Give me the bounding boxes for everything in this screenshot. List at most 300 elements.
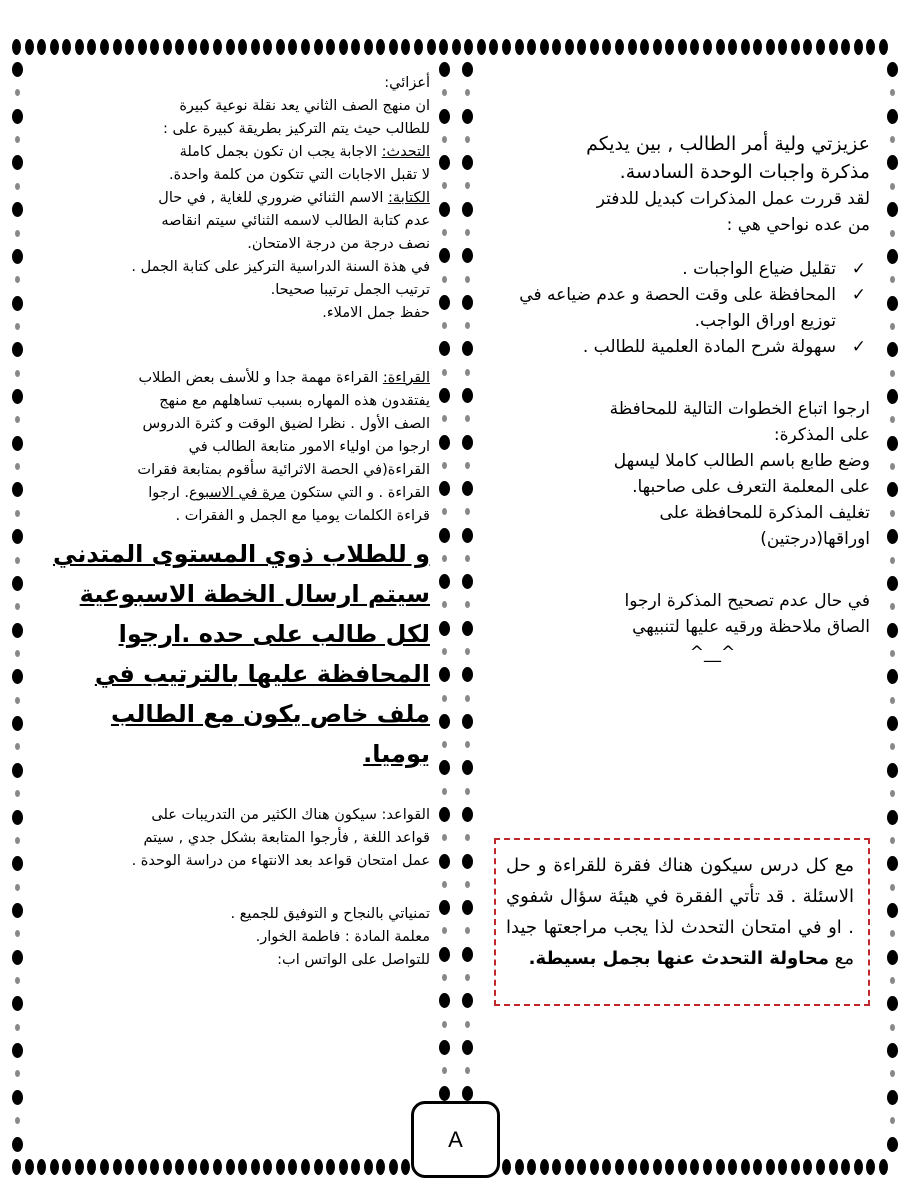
border-dot xyxy=(389,39,398,55)
list-item: ✓ سهولة شرح المادة العلمية للطالب . xyxy=(505,334,870,360)
border-dot xyxy=(741,1159,750,1175)
border-dot xyxy=(442,322,447,329)
border-dot xyxy=(866,1159,875,1175)
border-dot xyxy=(12,1090,23,1105)
border-dot xyxy=(439,202,450,217)
border-dot xyxy=(890,790,895,797)
border-dot xyxy=(326,1159,335,1175)
border-dot xyxy=(15,650,20,657)
reading-line: القراءة(في الحصة الاثرائية سأقوم بمتابعة فقرات xyxy=(137,462,430,478)
reading-line: القراءة: القراءة مهمة جدا و للأسف بعض الطلاب xyxy=(138,370,430,386)
decided-line: لقد قررت عمل المذكرات كبديل للدفتر xyxy=(596,189,870,209)
border-dot xyxy=(462,341,473,356)
left-dot-border xyxy=(9,62,25,1152)
border-dot xyxy=(728,1159,737,1175)
border-dot xyxy=(887,903,898,918)
border-dot xyxy=(887,1137,898,1152)
writing-line: نصف درجة من درجة الامتحان. xyxy=(247,236,430,252)
border-dot xyxy=(590,39,599,55)
border-dot xyxy=(238,39,247,55)
border-dot xyxy=(816,1159,825,1175)
border-dot xyxy=(175,1159,184,1175)
writing-line: ترتيب الجمل ترتيبا صحيحا. xyxy=(270,282,430,298)
border-dot xyxy=(565,39,574,55)
border-dot xyxy=(75,39,84,55)
border-dot xyxy=(389,1159,398,1175)
border-dot xyxy=(890,463,895,470)
border-dot xyxy=(653,1159,662,1175)
right-dot-border xyxy=(884,62,900,1152)
border-dot xyxy=(442,741,447,748)
border-dot xyxy=(462,1086,473,1101)
border-dot xyxy=(462,900,473,915)
lead-line: عزيزتي ولية أمر الطالب , بين يديكم xyxy=(586,133,870,155)
border-dot xyxy=(15,323,20,330)
border-dot xyxy=(552,1159,561,1175)
list-item: ✓ تقليل ضياع الواجبات . xyxy=(505,256,870,282)
border-dot xyxy=(442,462,447,469)
border-dot xyxy=(602,1159,611,1175)
reading-note-bold: محاولة التحدث عنها بجمل بسيطة. xyxy=(528,948,830,969)
border-dot xyxy=(703,1159,712,1175)
weekly-note: مرة في الاسبوع xyxy=(188,485,286,501)
border-dot xyxy=(665,39,674,55)
border-dot xyxy=(887,763,898,778)
border-dot xyxy=(439,481,450,496)
border-dot xyxy=(590,1159,599,1175)
border-dot xyxy=(62,1159,71,1175)
border-dot xyxy=(890,977,895,984)
border-dot xyxy=(462,528,473,543)
border-dot xyxy=(465,927,470,934)
speaking-label: التحدث: xyxy=(381,144,430,160)
border-dot xyxy=(464,39,473,55)
border-dot xyxy=(12,389,23,404)
border-dot xyxy=(15,697,20,704)
border-dot xyxy=(690,1159,699,1175)
border-dot xyxy=(15,463,20,470)
border-dot xyxy=(442,136,447,143)
border-dot xyxy=(716,39,725,55)
border-dot xyxy=(462,388,473,403)
border-dot xyxy=(442,695,447,702)
page-letter: A xyxy=(448,1126,463,1152)
border-dot xyxy=(465,369,470,376)
benefits-list xyxy=(505,256,870,360)
border-dot xyxy=(887,1090,898,1105)
border-dot xyxy=(465,741,470,748)
border-dot xyxy=(791,39,800,55)
border-dot xyxy=(15,370,20,377)
border-dot xyxy=(439,62,450,77)
border-dot xyxy=(150,39,159,55)
border-dot xyxy=(12,996,23,1011)
border-dot xyxy=(602,39,611,55)
steps-line: على المعلمة التعرف على صاحبها. xyxy=(632,477,870,497)
border-dot xyxy=(213,1159,222,1175)
border-dot xyxy=(25,1159,34,1175)
border-dot xyxy=(465,648,470,655)
border-dot xyxy=(439,435,450,450)
border-dot xyxy=(15,510,20,517)
border-dot xyxy=(339,1159,348,1175)
border-dot xyxy=(640,1159,649,1175)
border-dot xyxy=(890,1024,895,1031)
intro-line: ان منهج الصف الثاني يعد نقلة نوعية كبيرة xyxy=(179,98,430,114)
border-dot xyxy=(442,881,447,888)
border-dot xyxy=(890,697,895,704)
steps-line: تغليف المذكرة للمحافظة على xyxy=(659,503,870,523)
border-dot xyxy=(12,950,23,965)
uncorrected-line: في حال عدم تصحيح المذكرة ارجوا xyxy=(624,591,870,611)
border-dot xyxy=(12,669,23,684)
border-dot xyxy=(462,854,473,869)
border-dot xyxy=(465,555,470,562)
border-dot xyxy=(439,900,450,915)
reading-label: القراءة: xyxy=(382,370,430,386)
right-panel xyxy=(505,130,870,666)
border-dot xyxy=(351,1159,360,1175)
border-dot xyxy=(890,743,895,750)
border-dot xyxy=(439,807,450,822)
border-dot xyxy=(301,1159,310,1175)
border-dot xyxy=(439,39,448,55)
border-dot xyxy=(887,996,898,1011)
border-dot xyxy=(163,39,172,55)
border-dot xyxy=(465,1021,470,1028)
border-dot xyxy=(12,482,23,497)
teacher-name: معلمة المادة : فاطمة الخوار. xyxy=(255,929,430,945)
border-dot xyxy=(890,136,895,143)
border-dot xyxy=(15,1070,20,1077)
grammar-line: قواعد اللغة , فأرجوا المتابعة بشكل جدي , سيتم xyxy=(143,830,430,846)
border-dot xyxy=(465,136,470,143)
left-panel xyxy=(40,72,430,972)
border-dot xyxy=(364,39,373,55)
border-dot xyxy=(890,1070,895,1077)
border-dot xyxy=(12,155,23,170)
border-dot xyxy=(12,296,23,311)
border-dot xyxy=(50,1159,59,1175)
border-dot xyxy=(890,930,895,937)
smiley: ^__^ xyxy=(689,643,736,663)
border-dot xyxy=(439,528,450,543)
border-dot xyxy=(15,884,20,891)
border-dot xyxy=(251,1159,260,1175)
border-dot xyxy=(502,1159,511,1175)
border-dot xyxy=(791,1159,800,1175)
reading-line: قراءة الكلمات يوميا مع الجمل و الفقرات . xyxy=(175,508,430,524)
border-dot xyxy=(439,574,450,589)
speaking-line: التحدث: الاجابة يجب ان تكون بجمل كاملة xyxy=(179,144,430,160)
border-dot xyxy=(653,39,662,55)
border-dot xyxy=(439,714,450,729)
border-dot xyxy=(527,1159,536,1175)
reading-note-box xyxy=(494,838,870,1006)
border-dot xyxy=(462,807,473,822)
border-dot xyxy=(15,977,20,984)
border-dot xyxy=(442,369,447,376)
border-dot xyxy=(489,39,498,55)
border-dot xyxy=(439,621,450,636)
writing-line: عدم كتابة الطالب لاسمه الثنائي سيتم انقاصه xyxy=(161,213,430,229)
border-dot xyxy=(15,276,20,283)
border-dot xyxy=(314,39,323,55)
border-dot xyxy=(778,1159,787,1175)
border-dot xyxy=(12,39,21,55)
border-dot xyxy=(288,39,297,55)
border-dot xyxy=(465,89,470,96)
steps-line: اوراقها(درجتين) xyxy=(760,529,870,549)
border-dot xyxy=(62,39,71,55)
border-dot xyxy=(439,993,450,1008)
border-dot xyxy=(442,974,447,981)
border-dot xyxy=(125,1159,134,1175)
reading-line: يفتقدون هذه المهاره بسبب تساهلهم مع منهج xyxy=(159,393,430,409)
reading-line: القراءة . و التي ستكون مرة في الاسبوع. ارجوا xyxy=(148,485,430,501)
border-dot xyxy=(12,716,23,731)
reading-note-text: مع كل درس سيكون هناك فقرة للقراءة و حل الاسئلة . قد تأتي الفقرة في هيئة سؤال شفوي . او في امتحان التحدث لذا يجب مراجعتها جيدا مع xyxy=(506,855,854,969)
border-dot xyxy=(15,416,20,423)
border-dot xyxy=(890,1117,895,1124)
border-dot xyxy=(15,603,20,610)
border-dot xyxy=(276,1159,285,1175)
border-dot xyxy=(100,39,109,55)
weak-students-notice: و للطلاب ذوي المستوى المتدني سيتم ارسال الخطة الاسبوعية لكل طالب على حده .ارجوا المحافظة عليها بالترتيب في ملف خاص يكون مع الطالب يوميا. xyxy=(53,540,430,768)
border-dot xyxy=(890,183,895,190)
border-dot xyxy=(890,510,895,517)
border-dot xyxy=(465,276,470,283)
border-dot xyxy=(887,62,898,77)
border-dot xyxy=(766,1159,775,1175)
border-dot xyxy=(465,1067,470,1074)
border-dot xyxy=(465,788,470,795)
border-dot xyxy=(364,1159,373,1175)
border-dot xyxy=(887,810,898,825)
border-dot xyxy=(887,482,898,497)
border-dot xyxy=(465,974,470,981)
border-dot xyxy=(15,1117,20,1124)
border-dot xyxy=(439,109,450,124)
border-dot xyxy=(15,837,20,844)
border-dot xyxy=(439,1086,450,1101)
border-dot xyxy=(753,39,762,55)
border-dot xyxy=(465,834,470,841)
border-dot xyxy=(887,202,898,217)
border-dot xyxy=(226,39,235,55)
top-dot-border xyxy=(12,38,888,56)
border-dot xyxy=(15,230,20,237)
list-item: ✓ المحافظة على وقت الحصة و عدم ضياعه في توزيع اوراق الواجب. xyxy=(505,282,870,334)
border-dot xyxy=(125,39,134,55)
border-dot xyxy=(462,1040,473,1055)
border-dot xyxy=(887,436,898,451)
border-dot xyxy=(442,508,447,515)
border-dot xyxy=(50,39,59,55)
border-dot xyxy=(628,1159,637,1175)
border-dot xyxy=(552,39,561,55)
border-dot xyxy=(37,1159,46,1175)
border-dot xyxy=(452,39,461,55)
border-dot xyxy=(15,557,20,564)
border-dot xyxy=(442,1067,447,1074)
border-dot xyxy=(462,435,473,450)
border-dot xyxy=(462,993,473,1008)
border-dot xyxy=(15,743,20,750)
grammar-line: القواعد: سيكون هناك الكثير من التدريبات على xyxy=(151,807,430,823)
border-dot xyxy=(15,183,20,190)
border-dot xyxy=(12,763,23,778)
border-dot xyxy=(465,881,470,888)
writing-line: في هذة السنة الدراسية التركيز على كتابة الجمل . xyxy=(131,259,430,275)
border-dot xyxy=(766,39,775,55)
border-dot xyxy=(12,436,23,451)
border-dot xyxy=(15,930,20,937)
border-dot xyxy=(462,481,473,496)
border-dot xyxy=(890,650,895,657)
border-dot xyxy=(778,39,787,55)
border-dot xyxy=(728,39,737,55)
border-dot xyxy=(442,834,447,841)
border-dot xyxy=(502,39,511,55)
border-dot xyxy=(263,1159,272,1175)
border-dot xyxy=(288,1159,297,1175)
border-dot xyxy=(890,557,895,564)
border-dot xyxy=(12,1159,21,1175)
border-dot xyxy=(854,1159,863,1175)
border-dot xyxy=(163,1159,172,1175)
border-dot xyxy=(890,370,895,377)
border-dot xyxy=(465,695,470,702)
border-dot xyxy=(12,576,23,591)
uncorrected-line: الصاق ملاحظة ورقيه عليها لتنبيهي xyxy=(632,617,870,637)
intro-line: للطالب حيث يتم التركيز بطريقة كبيرة على : xyxy=(163,121,430,137)
border-dot xyxy=(138,39,147,55)
border-dot xyxy=(887,155,898,170)
border-dot xyxy=(462,574,473,589)
border-dot xyxy=(887,716,898,731)
border-dot xyxy=(15,790,20,797)
border-dot xyxy=(577,1159,586,1175)
border-dot xyxy=(890,276,895,283)
border-dot xyxy=(100,1159,109,1175)
border-dot xyxy=(515,39,524,55)
border-dot xyxy=(150,1159,159,1175)
border-dot xyxy=(376,39,385,55)
border-dot xyxy=(462,760,473,775)
border-dot xyxy=(879,1159,888,1175)
border-dot xyxy=(439,947,450,962)
writing-line: الكتابة: الاسم الثنائي ضروري للغاية , في حال xyxy=(158,190,430,206)
border-dot xyxy=(251,39,260,55)
border-dot xyxy=(665,1159,674,1175)
greeting: أعزائي: xyxy=(384,75,430,91)
border-dot xyxy=(442,1021,447,1028)
border-dot xyxy=(442,276,447,283)
border-dot xyxy=(829,39,838,55)
border-dot xyxy=(615,1159,624,1175)
border-dot xyxy=(276,39,285,55)
writing-line: حفظ جمل الاملاء. xyxy=(322,305,430,321)
border-dot xyxy=(741,39,750,55)
border-dot xyxy=(351,39,360,55)
border-dot xyxy=(263,39,272,55)
border-dot xyxy=(339,39,348,55)
border-dot xyxy=(890,230,895,237)
steps-line: ارجوا اتباع الخطوات التالية للمحافظة xyxy=(609,399,870,419)
border-dot xyxy=(442,927,447,934)
border-dot xyxy=(326,39,335,55)
check-icon: ✓ xyxy=(851,285,866,305)
border-dot xyxy=(439,155,450,170)
border-dot xyxy=(462,295,473,310)
reading-line: الصف الأول . نظرا لضيق الوقت و كثرة الدروس xyxy=(142,416,430,432)
border-dot xyxy=(803,1159,812,1175)
reading-line: ارجوا من اولياء الامور متابعة الطالب في xyxy=(188,439,430,455)
writing-label: الكتابة: xyxy=(388,190,430,206)
center-right-dot-border xyxy=(459,62,475,1102)
border-dot xyxy=(887,529,898,544)
border-dot xyxy=(439,295,450,310)
border-dot xyxy=(442,89,447,96)
border-dot xyxy=(462,621,473,636)
border-dot xyxy=(462,667,473,682)
border-dot xyxy=(15,1024,20,1031)
border-dot xyxy=(238,1159,247,1175)
border-dot xyxy=(565,1159,574,1175)
border-dot xyxy=(678,1159,687,1175)
border-dot xyxy=(890,89,895,96)
border-dot xyxy=(442,601,447,608)
border-dot xyxy=(887,576,898,591)
border-dot xyxy=(213,39,222,55)
border-dot xyxy=(15,89,20,96)
border-dot xyxy=(615,39,624,55)
border-dot xyxy=(12,623,23,638)
page-label xyxy=(411,1101,500,1178)
border-dot xyxy=(690,39,699,55)
steps-line: على المذكرة: xyxy=(773,425,870,445)
border-dot xyxy=(75,1159,84,1175)
border-dot xyxy=(442,182,447,189)
border-dot xyxy=(816,39,825,55)
border-dot xyxy=(138,1159,147,1175)
border-dot xyxy=(12,529,23,544)
border-dot xyxy=(462,202,473,217)
border-dot xyxy=(442,415,447,422)
grammar-line: عمل امتحان قواعد بعد الانتهاء من دراسة الوحدة . xyxy=(131,853,430,869)
border-dot xyxy=(887,623,898,638)
border-dot xyxy=(439,667,450,682)
border-dot xyxy=(188,39,197,55)
border-dot xyxy=(887,249,898,264)
border-dot xyxy=(439,248,450,263)
contact-line: للتواصل على الواتس اب: xyxy=(277,952,430,968)
border-dot xyxy=(462,248,473,263)
border-dot xyxy=(25,39,34,55)
border-dot xyxy=(462,155,473,170)
border-dot xyxy=(12,249,23,264)
border-dot xyxy=(12,903,23,918)
border-dot xyxy=(465,601,470,608)
border-dot xyxy=(540,39,549,55)
border-dot xyxy=(890,884,895,891)
border-dot xyxy=(678,39,687,55)
border-dot xyxy=(226,1159,235,1175)
border-dot xyxy=(887,342,898,357)
center-left-dot-border xyxy=(436,62,452,1102)
speaking-line: لا تقبل الاجابات التي تتكون من كلمة واحدة. xyxy=(169,167,430,183)
